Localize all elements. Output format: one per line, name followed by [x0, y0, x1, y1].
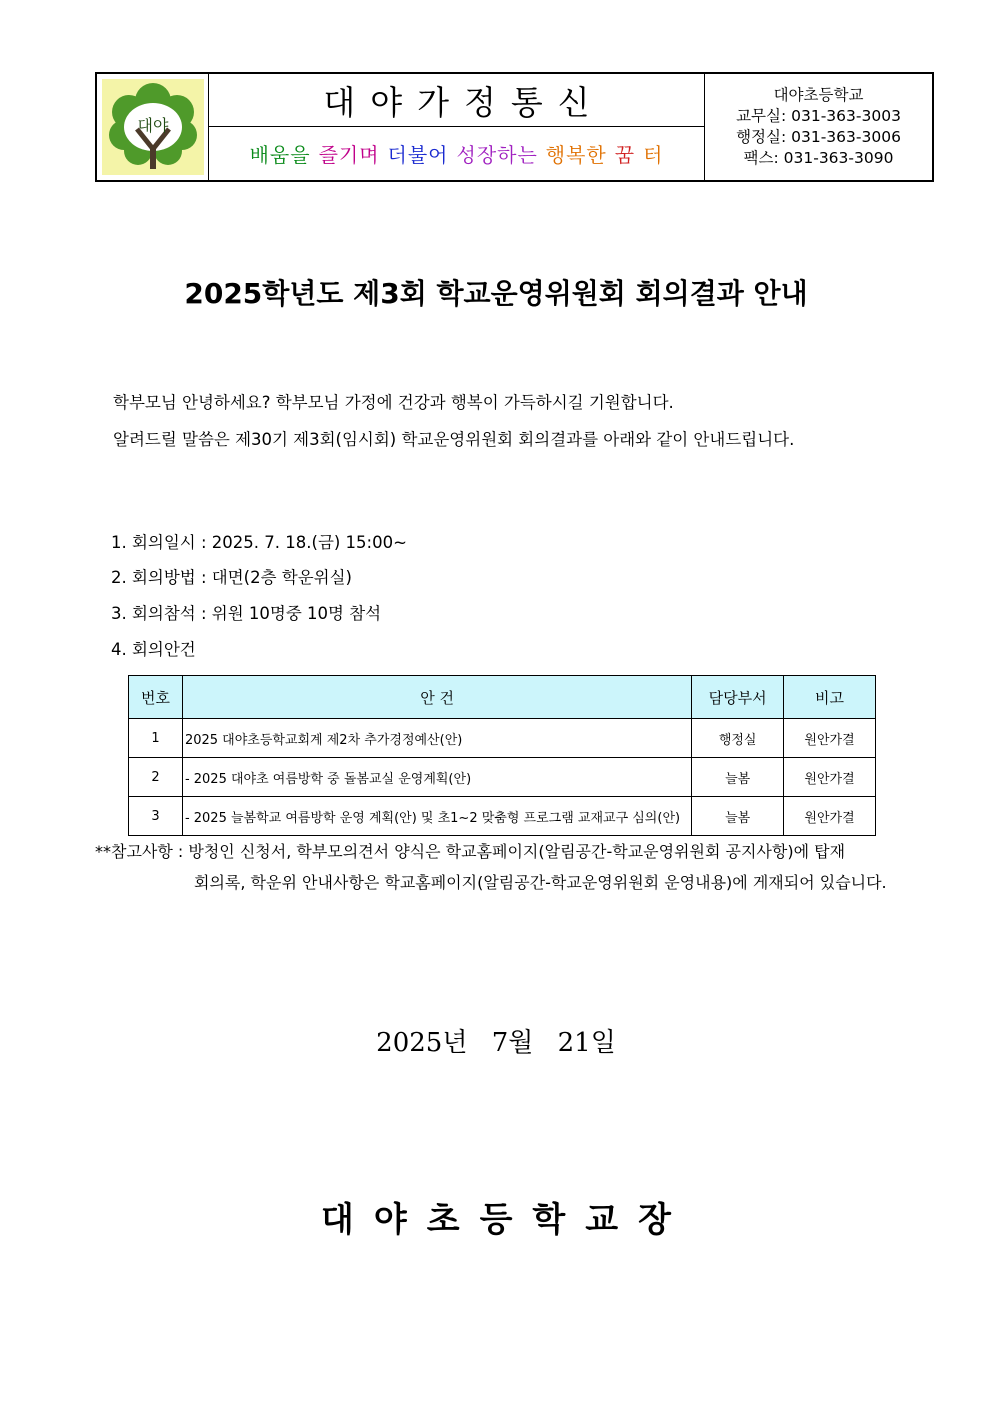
- table-row: [129, 758, 876, 797]
- row-department: 늘봄: [692, 797, 784, 836]
- contact-office: 교무실: 031-363-3003: [736, 107, 901, 125]
- table-header-row: [129, 676, 876, 719]
- row-subject: 2025 대야초등학교회계 제2차 추가경정예산(안): [182, 719, 691, 758]
- school-motto: [209, 127, 704, 180]
- motto-word: 성장하는: [456, 143, 538, 167]
- newsletter-header: [95, 72, 934, 182]
- reference-note-2: 회의록, 학운위 안내사항은 학교홈페이지(알림공간-학교운영위원회 운영내용)에 게재되어 있습니다.: [194, 873, 887, 892]
- motto-word: 즐기며: [318, 143, 380, 167]
- table-row: [129, 719, 876, 758]
- row-remarks: 원안가결: [784, 719, 876, 758]
- motto-word: 꿈: [614, 143, 636, 167]
- row-remarks: 원안가결: [784, 758, 876, 797]
- agenda-table: [128, 675, 876, 836]
- header-number: 번호: [129, 676, 183, 719]
- contact-fax: 팩스: 031-363-3090: [743, 149, 894, 167]
- row-department: 늘봄: [692, 758, 784, 797]
- row-department: 행정실: [692, 719, 784, 758]
- meeting-date: 1. 회의일시 : 2025. 7. 18.(금) 15:00~: [111, 533, 407, 552]
- principal-signature: 대야초등학교장: [321, 1200, 691, 1240]
- newsletter-title: 대야가정통신: [323, 82, 605, 122]
- contact-admin: 행정실: 031-363-3006: [736, 128, 901, 146]
- meeting-attendance: 3. 회의참석 : 위원 10명중 10명 참석: [111, 604, 382, 623]
- newsletter-title-cell: [209, 74, 704, 127]
- header-middle: [209, 74, 705, 180]
- school-contacts: [705, 74, 932, 180]
- school-logo-cell: [97, 74, 209, 180]
- reference-note-1: **참고사항 : 방청인 신청서, 학부모의견서 양식은 학교홈페이지(알림공간-학교운영위원회 공지사항)에 탑재: [95, 842, 846, 861]
- row-subject: - 2025 늘봄학교 여름방학 운영 계획(안) 및 초1~2 맞춤형 프로그램 교재교구 심의(안): [182, 797, 691, 836]
- intro-line-2: 알려드릴 말씀은 제30기 제3회(임시회) 학교운영위원회 회의결과를 아래와 같이 안내드립니다.: [113, 430, 795, 449]
- document-title: 2025학년도 제3회 학교운영위원회 회의결과 안내: [184, 277, 808, 310]
- row-remarks: 원안가결: [784, 797, 876, 836]
- school-logo-icon: [102, 79, 204, 175]
- school-name: 대야초등학교: [773, 86, 864, 104]
- meeting-agenda-label: 4. 회의안건: [111, 640, 196, 659]
- row-subject: - 2025 대야초 여름방학 중 돌봄교실 운영계획(안): [182, 758, 691, 797]
- meeting-method: 2. 회의방법 : 대면(2층 학운위실): [111, 568, 352, 587]
- intro-line-1: 학부모님 안녕하세요? 학부모님 가정에 건강과 행복이 가득하시길 기원합니다.: [113, 393, 674, 412]
- motto-word: 더불어: [387, 143, 449, 167]
- row-number: 2: [129, 758, 183, 797]
- header-subject: 안 건: [182, 676, 691, 719]
- table-row: [129, 797, 876, 836]
- logo-text: 대야: [137, 116, 168, 135]
- row-number: 3: [129, 797, 183, 836]
- motto-word: 배움을: [249, 143, 311, 167]
- header-remarks: 비고: [784, 676, 876, 719]
- header-department: 담당부서: [692, 676, 784, 719]
- motto-word: 행복한: [545, 143, 607, 167]
- issue-date: 2025년 7월 21일: [376, 1028, 616, 1058]
- motto-word: 터: [643, 143, 664, 167]
- row-number: 1: [129, 719, 183, 758]
